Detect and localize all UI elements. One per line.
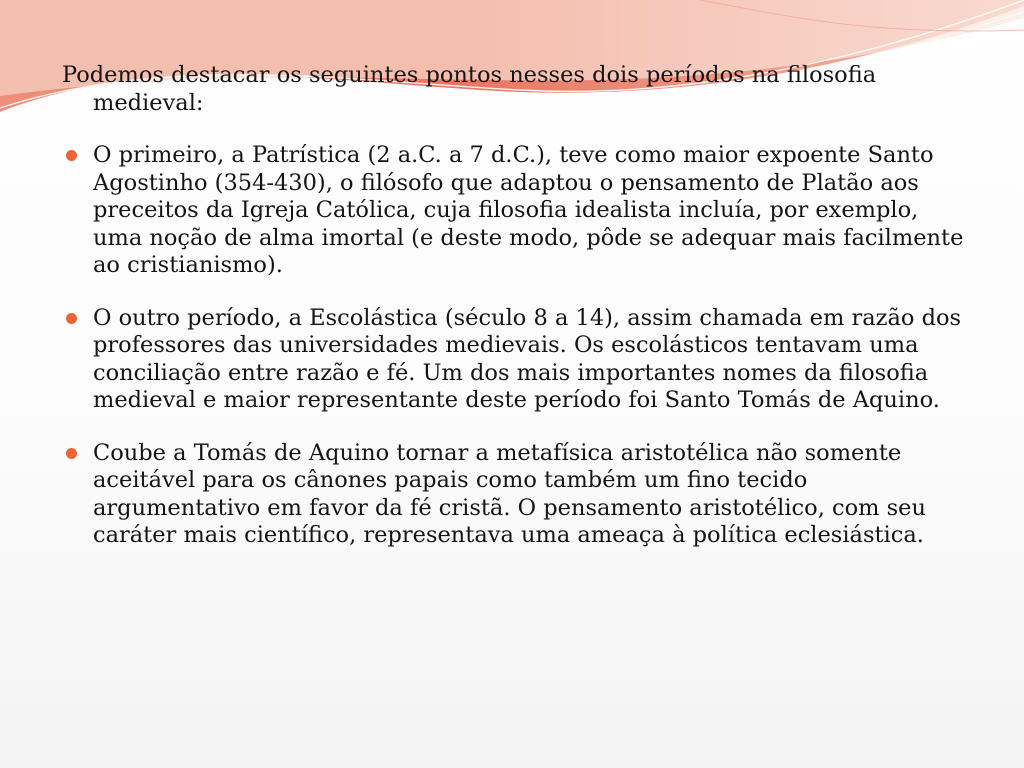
- bullet-icon: [66, 448, 77, 459]
- list-item: [62, 305, 967, 415]
- bullet-text: Coube a Tomás de Aquino tornar a metafísica aristotélica não somente aceitável para os cânones papais como também um fino tecido argumentativo em favor da fé cristã. O pensamento aristotélico, com seu caráter mais científico, representava uma ameaça à política eclesiástica.: [93, 439, 926, 548]
- bullet-text: O outro período, a Escolástica (século 8 a 14), assim chamada em razão dos professores das universidades medievais. Os escolásticos tentavam uma conciliação entre razão e fé. Um dos mais importantes nomes da filosofia medieval e maior representante deste período foi Santo Tomás de Aquino.: [93, 304, 962, 413]
- list-item: [62, 142, 967, 280]
- bullet-text: O primeiro, a Patrística (2 a.C. a 7 d.C.), teve como maior expoente Santo Agostinho (354-430), o filósofo que adaptou o pensamento de Platão aos preceitos da Igreja Católica, cuja filosofia idealista incluía, por exemplo, uma noção de alma imortal (e deste modo, pôde se adequar mais facilmente ao cristianismo).: [93, 142, 964, 278]
- list-item: [62, 440, 967, 550]
- bullet-list: [62, 142, 967, 550]
- bullet-icon: [66, 313, 77, 324]
- intro-paragraph: Podemos destacar os seguintes pontos nesses dois períodos na filosofia medieval:: [62, 62, 877, 116]
- slide-content: [62, 62, 967, 550]
- bullet-icon: [66, 150, 77, 161]
